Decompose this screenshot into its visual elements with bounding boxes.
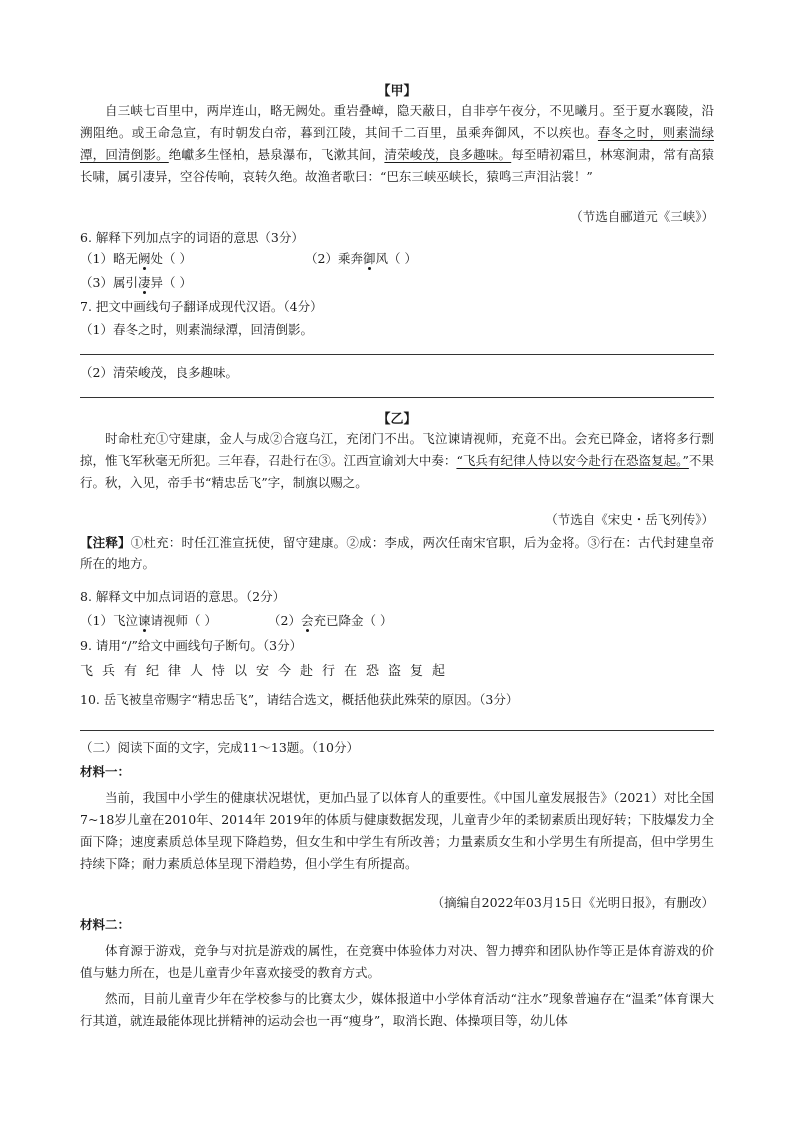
question-10-title: 10. 岳飞被皇帝赐字“精忠岳飞”，请结合选文，概括他获此殊荣的原因。（3分）: [80, 692, 519, 707]
question-7-title: 7. 把文中画线句子翻译成现代汉语。（4分）: [80, 299, 323, 314]
answer-line: [80, 730, 714, 731]
question-9-title: 9. 请用“/”给文中画线句子断句。（3分）: [80, 638, 303, 653]
passage-jia-end: 每至晴初霜旦，林寒涧肃，常有高猿长啸，属引凄异，空谷传响，哀转久绝。故渔者歌曰：“巴东三峡巫峡长，猿鸣三声泪沾裳！”: [80, 147, 714, 184]
part-2-title: （二）阅读下面的文字，完成11～13题。（10分）: [80, 740, 359, 755]
material-2-label: 材料二：: [80, 917, 131, 932]
material-1-label: 材料一：: [80, 764, 131, 779]
question-7-sentence-2: （2）清荣峻茂，良多趣味。: [80, 365, 238, 380]
question-6-title: 6. 解释下列加点字的词语的意思（3分）: [80, 230, 304, 245]
question-7-sentence-1: （1）春冬之时，则素湍绿潭，回清倒影。: [80, 322, 313, 337]
underlined-sentence-2: 清荣峻茂，良多趣味。: [384, 147, 512, 162]
annotation-text: ①杜充：时任江淮宣抚使，留守建康。②成：李成，两次任南宋官职，后为金将。③行在：古代封建皇帝所在的地方。: [80, 535, 714, 571]
source-jia: （节选自郦道元《三峡》）: [570, 209, 714, 224]
question-6-item-3: （3）属引凄异（ ）: [80, 275, 192, 290]
section-heading-jia: 【甲】: [377, 84, 417, 99]
question-8-item-1: （1）飞泣谏请视师（ ）: [80, 613, 217, 628]
material-2-para-1: 体育源于游戏，竞争与对抗是游戏的属性，在竞赛中体验体力对决、智力搏弈和团队协作等正是体育游戏的价值与魅力所在，也是儿童青少年喜欢接受的教育方式。: [80, 943, 714, 980]
material-1-text: 当前，我国中小学生的健康状况堪忧，更加凸显了以体育人的重要性。《中国儿童发展报告》（2021）对比全国7~18岁儿童在2010年、2014年 2019年的体质与健康数据发现，儿童青少年的柔韧素质出现好转；下肢爆发力全面下降；速度素质总体呈现下降趋势，但女生和中学生有所改善；力量素质女生和小学男生有所提高，但中学男生持续下降；耐力素质总体呈现下滑趋势，但小学生有所提高。: [80, 790, 714, 871]
annotation-label: 【注释】: [80, 535, 131, 550]
dotted-char: 会: [300, 613, 314, 628]
passage-jia-mid: 绝巘多生怪柏，悬泉瀑布，飞漱其间，: [168, 147, 385, 162]
section-heading-yi: 【乙】: [377, 412, 417, 427]
question-9-text: 飞兵有纪律人恃以安今赴行在恐盗复起: [80, 664, 455, 679]
dotted-char: 阙: [137, 251, 151, 266]
question-8-item-2: （2）会充已降金（ ）: [268, 613, 393, 628]
question-8-title: 8. 解释文中加点词语的意思。（2分）: [80, 589, 286, 604]
material-1-source: （摘编自2022年03月15日《光明日报》，有删改）: [431, 895, 714, 910]
dotted-char: 御: [362, 251, 376, 266]
dotted-char: 凄: [137, 275, 151, 290]
annotation-yi: [80, 532, 714, 574]
passage-jia: [80, 100, 714, 188]
passage-yi: [80, 428, 714, 494]
material-2-para-2: 然而，目前儿童青少年在学校参与的比赛太少，媒体报道中小学体育活动“注水”现象普遍存在“温柔”体育课大行其道，就连最能体现比拼精神的运动会也一再“瘦身”，取消长跑、体操项目等，幼儿体: [80, 991, 714, 1028]
question-6-item-2: （2）乘奔御风（ ）: [305, 251, 417, 266]
underlined-sentence-1: 春冬之时，则素湍绿潭，回清倒影。: [80, 125, 714, 162]
question-6-item-1: （1）略无阙处（ ）: [80, 251, 192, 266]
underlined-sentence-yi: “飞兵有纪律人恃以安今赴行在恐盗复起。”: [456, 453, 689, 468]
passage-jia-text: 自三峡七百里中，两岸连山，略无阙处。重岩叠嶂，隐天蔽日，自非亭午夜分，不见曦月。至于夏水襄陵，沿溯阻绝。或王命急宣，有时朝发白帝，暮到江陵，其间千二百里，虽乘奔御风，不以疾也。: [80, 103, 714, 140]
dotted-char: 谏: [137, 613, 151, 628]
answer-line: [80, 397, 714, 398]
passage-yi-end: 不果行。秋，入见，帝手书“精忠岳飞”字，制旗以赐之。: [80, 453, 714, 490]
passage-yi-text: 时命杜充①守建康，金人与成②合寇乌江，充闭门不出。飞泣谏请视师，充竟不出。会充已降金，诸将多行剽掠，惟飞军秋毫无所犯。三年春，召赴行在③。江西宣谕刘大中奏：: [80, 431, 714, 468]
answer-line: [80, 354, 714, 355]
source-yi: （节选自《宋史・岳飞列传》）: [545, 512, 714, 527]
